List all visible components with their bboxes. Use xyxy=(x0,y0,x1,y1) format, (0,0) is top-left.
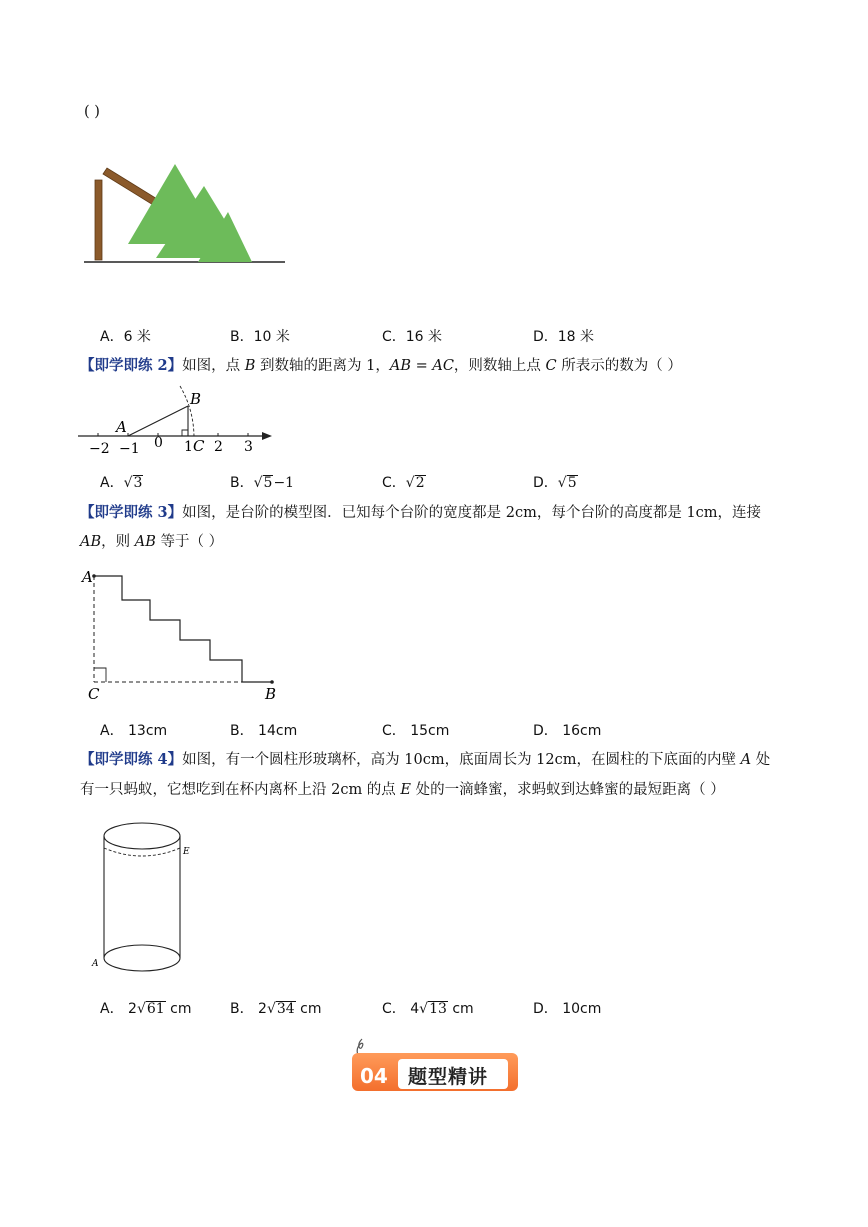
question-4-line-1: 【即学即练 4】如图，有一个圆柱形玻璃杯，高为 10cm，底面周长为 12cm，在圆柱的下底面的内壁 A 处 xyxy=(80,751,771,768)
stairs-figure xyxy=(80,566,290,706)
section-label-box xyxy=(398,1059,508,1089)
label-a: A xyxy=(82,568,93,586)
option-d[interactable]: D． 16cm xyxy=(533,723,602,739)
question-3-line-1: 【即学即练 3】如图，是台阶的模型图．已知每个台阶的宽度都是 2cm，每个台阶的高度都是 1cm，连接 xyxy=(80,504,762,521)
axis-arrow xyxy=(262,432,272,440)
stairs xyxy=(94,576,272,682)
option-c[interactable]: C． 4√13 cm xyxy=(382,1001,474,1017)
tick-label: 3 xyxy=(244,439,253,455)
tick-label: −1 xyxy=(119,441,140,457)
option-c[interactable]: C．√2 xyxy=(382,475,425,491)
label-b: B xyxy=(265,685,277,703)
question-2-text: 【即学即练 2】如图，点 B 到数轴的距离为 1，AB = AC，则数轴上点 C 所表示的数为（ ） xyxy=(80,357,682,374)
option-d[interactable]: D．18 米 xyxy=(533,329,595,345)
number-line-figure xyxy=(76,382,276,458)
label-c: C xyxy=(88,685,100,703)
option-b[interactable]: B．√5−1 xyxy=(230,475,295,491)
tick-label: 1 xyxy=(184,439,193,455)
answer-bracket: ( ) xyxy=(84,104,100,120)
section-title: 题型精讲 xyxy=(408,1066,489,1088)
question-3-line-2: AB，则 AB 等于（ ） xyxy=(80,534,224,550)
option-c[interactable]: C． 15cm xyxy=(382,723,450,739)
option-b[interactable]: B． 14cm xyxy=(230,723,298,739)
option-a[interactable]: A．√3 xyxy=(100,475,143,491)
question-2-tag: 【即学即练 2】 xyxy=(80,357,183,374)
option-b[interactable]: B． 2√34 cm xyxy=(230,1001,322,1017)
pole xyxy=(95,180,102,260)
label-a: A xyxy=(116,418,127,436)
option-a[interactable]: A．6 米 xyxy=(100,329,151,345)
question-4-line-2: 有一只蚂蚁，它想吃到在杯内离杯上沿 2cm 的点 E 处的一滴蜂蜜，求蚂蚁到达蜂蜜的最短距离（ ） xyxy=(80,782,725,798)
section-badge xyxy=(352,1053,518,1091)
top-ellipse xyxy=(104,823,180,849)
option-b[interactable]: B．10 米 xyxy=(230,329,290,345)
question-4-tag: 【即学即练 4】 xyxy=(80,751,183,768)
section-banner xyxy=(352,1049,518,1091)
section-number: 04 xyxy=(360,1064,388,1088)
option-c[interactable]: C．16 米 xyxy=(382,329,443,345)
option-a[interactable]: A． 2√61 cm xyxy=(100,1001,192,1017)
tick-label: 0 xyxy=(154,435,163,451)
label-a: A xyxy=(92,959,99,969)
option-d[interactable]: D． 10cm xyxy=(533,1001,602,1017)
question-3-tag: 【即学即练 3】 xyxy=(80,504,183,521)
bottom-ellipse xyxy=(104,945,180,971)
right-angle xyxy=(94,668,106,682)
segment-ab xyxy=(128,406,188,436)
tick-label: 2 xyxy=(214,439,223,455)
cylinder-figure xyxy=(88,818,198,978)
option-d[interactable]: D．√5 xyxy=(533,475,577,491)
right-angle xyxy=(182,430,188,436)
tree-pole-figure xyxy=(80,160,290,268)
option-a[interactable]: A． 13cm xyxy=(100,723,168,739)
label-c: C xyxy=(193,437,205,455)
label-b: B xyxy=(190,390,202,408)
tick-label: −2 xyxy=(89,441,110,457)
label-e: E xyxy=(183,847,190,857)
